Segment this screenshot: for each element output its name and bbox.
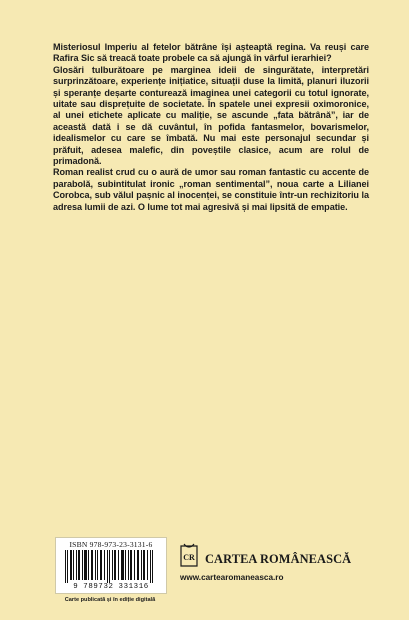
publisher-name: CARTEA ROMÂNEASCĂ bbox=[205, 552, 352, 566]
isbn-barcode bbox=[55, 537, 167, 594]
blurb-paragraph-2: Glosări tulburătoare pe marginea ideii de singurătate, interpretări surprinzătoare, experiențe inițiatice, situații duse la limită, planuri iluzorii și speranțe deșarte conturează imaginea unei categorii cu totul ignorate, uitate sau disprețuite de societate. În spatele unei expresii oximoronice, al unei etichete aplicate cu maliție, se ascunde „fata bătrână”, iar de această dată i se dă cuvântul, în pofida fantasmelor, bovarismelor, idealismelor cu care se îmbată. Nu mai este personajul secundar și prăfuit, adesea malefic, din poveștile clasice, acum are rolul de primadonă. bbox=[53, 64, 369, 167]
publisher-url[interactable]: www.cartearomaneasca.ro bbox=[180, 573, 284, 582]
digital-edition-note: Carte publicată și în ediție digitală bbox=[64, 597, 156, 603]
book-blurb bbox=[53, 42, 369, 213]
barcode-digits: 9 789732 331316 bbox=[73, 583, 149, 591]
blurb-paragraph-1: Misteriosul Imperiu al fetelor bătrâne își așteaptă regina. Va reuși care Rafira Sic să treacă toate probele ca să ajungă în vârful ierarhiei? bbox=[53, 42, 369, 64]
publisher-logo-icon bbox=[178, 543, 200, 569]
blurb-paragraph-3: Roman realist crud cu o aură de umor sau roman fantastic cu accente de parabolă, subintitulat ironic „roman sentimental”, noua carte a Lilianei Corobca, sub vălul pașnic al inocenței, se constituie într-un rechizitoriu la adresa lumii de azi. O lume tot mai agresivă și mai lipsită de empatie. bbox=[53, 167, 369, 212]
isbn-label: ISBN 978-973-23-3131-6 bbox=[69, 540, 153, 549]
publisher-logo-letters: CR bbox=[183, 553, 195, 562]
barcode-icon bbox=[60, 550, 162, 583]
